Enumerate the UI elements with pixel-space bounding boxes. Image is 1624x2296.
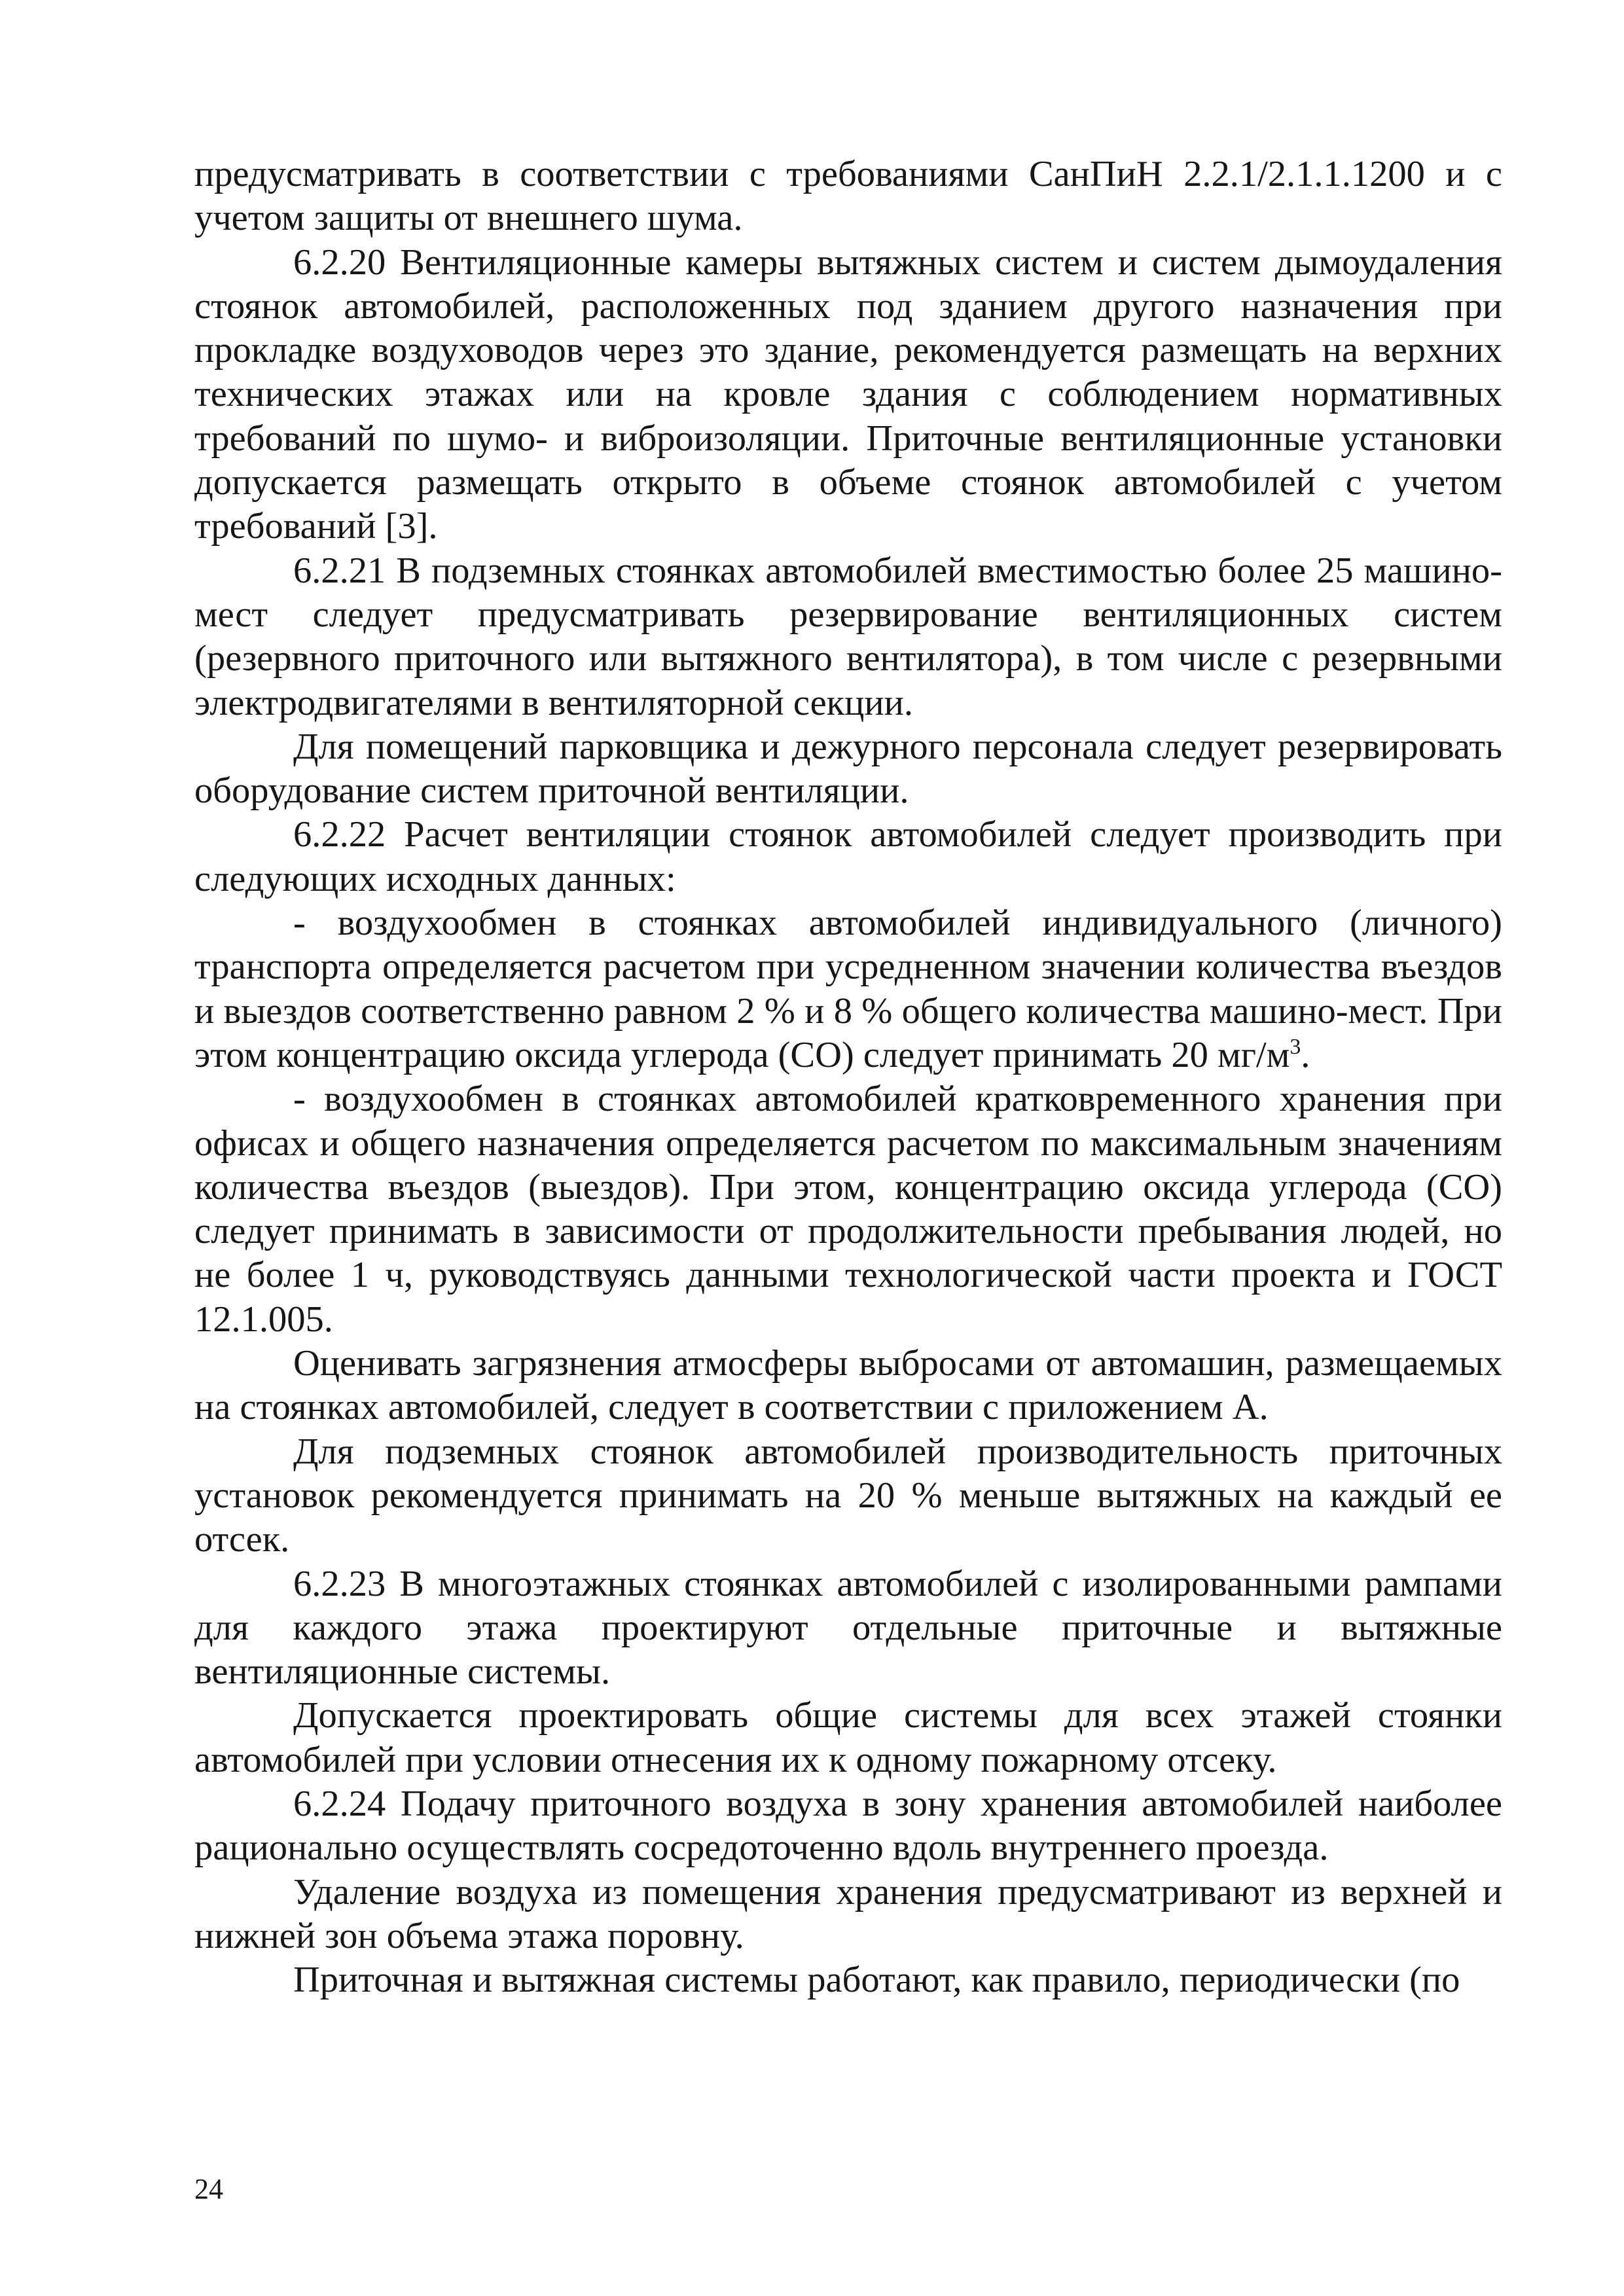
paragraph-air-removal: Удаление воздуха из помещения хранения предусматривают из верхней и нижней зон объема этажа поровну. [194, 1871, 1502, 1956]
list-item-short-term-parking: - воздухообмен в стоянках автомобилей кратковременного хранения при офисах и общего назначения определяется расчетом по максимальным значениям количества въездов (выездов). При этом, концентрацию оксида углерода (СО) следует принимать в зависимости от продолжительности пребывания людей, но не более 1 ч, руководствуясь данными технологической части проекта и ГОСТ 12.1.005. [194, 1079, 1502, 1340]
paragraph-6-2-22: 6.2.22 Расчет вентиляции стоянок автомобилей следует производить при следующих исходных данных: [194, 814, 1502, 899]
paragraph-supply-capacity: Для подземных стоянок автомобилей производительность приточных установок рекомендуется принимать на 20 % меньше вытяжных на каждый ее отсек. [194, 1431, 1502, 1560]
paragraph-6-2-24: 6.2.24 Подачу приточного воздуха в зону хранения автомобилей наиболее рационально осуществлять сосредоточенно вдоль внутреннего проезда. [194, 1783, 1502, 1869]
unit-exponent: 3 [1290, 1035, 1301, 1060]
document-body [194, 152, 1502, 2002]
paragraph-staff-ventilation: Для помещений парковщика и дежурного персонала следует резервировать оборудование систем приточной вентиляции. [194, 726, 1502, 812]
sentence-end: . [1301, 1034, 1310, 1075]
page-number: 24 [194, 2173, 223, 2205]
paragraph-emissions: Оценивать загрязнения атмосферы выбросами от автомашин, размещаемых на стоянках автомобилей, следует в соответствии с приложением А. [194, 1343, 1502, 1428]
paragraph-6-2-21: 6.2.21 В подземных стоянках автомобилей вместимостью более 25 машино-мест следует предусматривать резервирование вентиляционных систем (резервного приточного или вытяжного вентилятора), в том числе с резервными электродвигателями в вентиляторной секции. [194, 550, 1502, 723]
list-item-text: - воздухообмен в стоянках автомобилей индивидуального (личного) транспорта определяется расчетом при усредненном значении количества въездов и выездов соответственно равном 2 % и 8 % общего количества машино-мест. При этом концентрацию оксида углерода (СО) следует принимать 20 мг/м [194, 903, 1502, 1075]
paragraph-periodic-operation: Приточная и вытяжная системы работают, как правило, периодически (по [293, 1960, 1460, 2001]
list-item-individual-transport [194, 901, 1502, 1077]
paragraph-common-systems: Допускается проектировать общие системы для всех этажей стоянки автомобилей при условии отнесения их к одному пожарному отсеку. [194, 1695, 1502, 1780]
paragraph-6-2-23: 6.2.23 В многоэтажных стоянках автомобилей с изолированными рампами для каждого этажа проектируют отдельные приточные и вытяжные вентиляционные системы. [194, 1563, 1502, 1693]
paragraph-6-2-20: 6.2.20 Вентиляционные камеры вытяжных систем и систем дымоудаления стоянок автомобилей, расположенных под зданием другого назначения при прокладке воздуховодов через это здание, рекомендуется размещать на верхних технических этажах или на кровле здания с соблюдением нормативных требований по шумо- и виброизоляции. Приточные вентиляционные установки допускается размещать открыто в объеме стоянок автомобилей с учетом требований [3]. [194, 242, 1502, 547]
paragraph-continuation: предусматривать в соответствии с требованиями СанПиН 2.2.1/2.1.1.1200 и с учетом защиты от внешнего шума. [194, 154, 1502, 239]
